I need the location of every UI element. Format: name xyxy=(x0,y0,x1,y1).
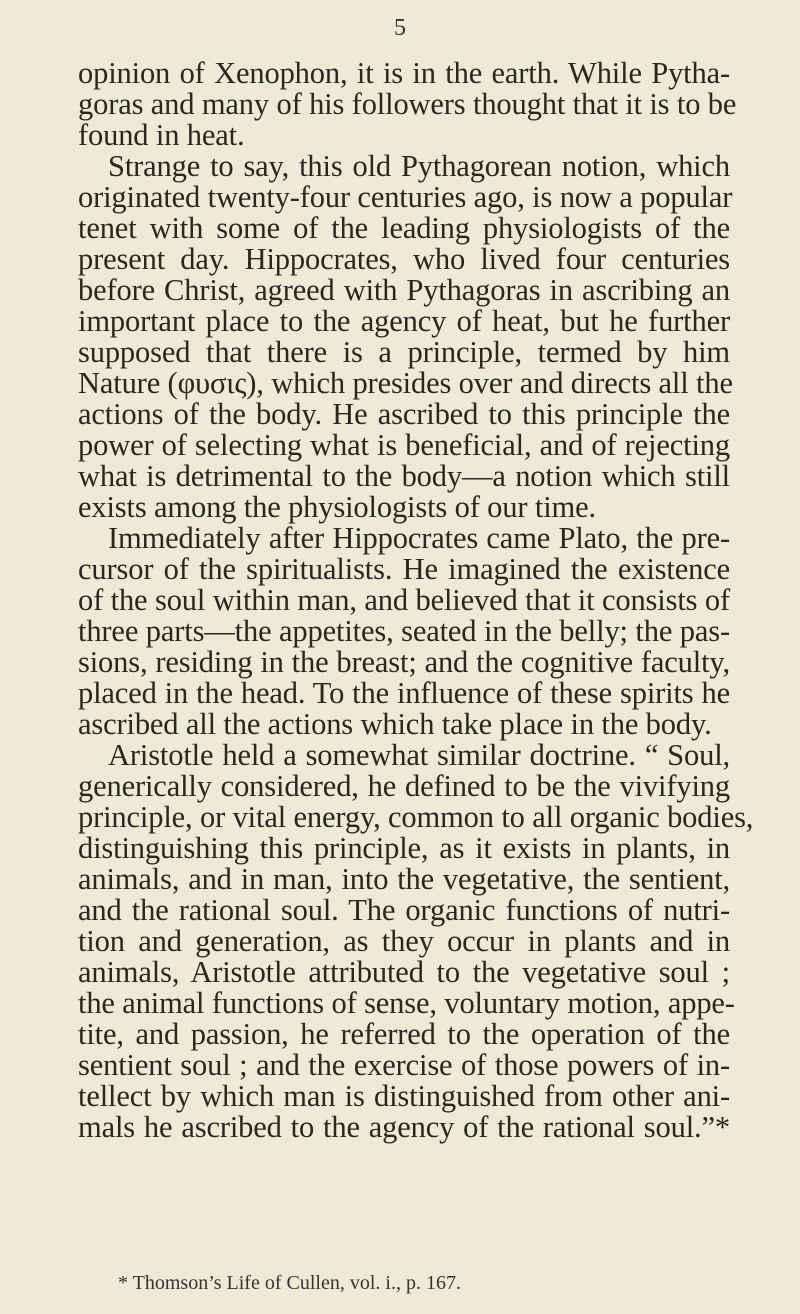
text-line: cursor of the spiritualists. He imagined the existence xyxy=(78,552,730,586)
footnote: * Thomson’s Life of Cullen, vol. i., p. 167. xyxy=(118,1272,461,1294)
text-line: distinguishing this principle, as it exists in plants, in xyxy=(78,831,730,865)
text-line: animals, Aristotle attributed to the vegetative soul ; xyxy=(78,955,730,989)
text-line: placed in the head. To the influence of these spirits he xyxy=(78,676,730,710)
text-line: tellect by which man is distinguished from other ani- xyxy=(78,1079,730,1113)
text-line: sions, residing in the breast; and the cognitive faculty, xyxy=(78,645,730,679)
text-line: originated twenty-four centuries ago, is now a popular xyxy=(78,180,733,214)
text-line: mals he ascribed to the agency of the rational soul.”* xyxy=(78,1110,730,1144)
page-number: 5 xyxy=(394,15,406,41)
text-line: tion and generation, as they occur in plants and in xyxy=(78,924,730,958)
text-line: power of selecting what is beneficial, and of rejecting xyxy=(78,428,730,462)
text-line: present day. Hippocrates, who lived four centuries xyxy=(78,242,730,276)
text-line: supposed that there is a principle, termed by him xyxy=(78,335,730,369)
text-line: opinion of Xenophon, it is in the earth. While Pytha- xyxy=(78,56,730,90)
text-line: generically considered, he defined to be the vivifying xyxy=(78,769,730,803)
text-line: Strange to say, this old Pythagorean notion, which xyxy=(108,149,730,183)
text-line: the animal functions of sense, voluntary motion, appe- xyxy=(78,986,735,1020)
text-line: three parts—the appetites, seated in the belly; the pas- xyxy=(78,614,730,648)
text-line: Nature (φυσις), which presides over and directs all the xyxy=(78,366,733,400)
text-line: exists among the physiologists of our time. xyxy=(78,490,596,524)
text-line: important place to the agency of heat, but he further xyxy=(78,304,730,338)
text-line: Aristotle held a somewhat similar doctrine. “ Soul, xyxy=(108,738,730,772)
text-line: of the soul within man, and believed that it consists of xyxy=(78,583,730,617)
text-line: and the rational soul. The organic functions of nutri- xyxy=(78,893,730,927)
text-line: ascribed all the actions which take place in the body. xyxy=(78,707,712,741)
text-line: found in heat. xyxy=(78,118,245,152)
text-line: actions of the body. He ascribed to this principle the xyxy=(78,397,730,431)
text-line: tenet with some of the leading physiologists of the xyxy=(78,211,730,245)
text-line: sentient soul ; and the exercise of those powers of in- xyxy=(78,1048,730,1082)
text-line: principle, or vital energy, common to all organic bodies, xyxy=(78,800,754,834)
text-line: before Christ, agreed with Pythagoras in ascribing an xyxy=(78,273,730,307)
text-line: animals, and in man, into the vegetative, the sentient, xyxy=(78,862,730,896)
text-line: tite, and passion, he referred to the operation of the xyxy=(78,1017,730,1051)
body-text xyxy=(78,56,754,1144)
text-line: Immediately after Hippocrates came Plato, the pre- xyxy=(108,521,730,555)
text-line: what is detrimental to the body—a notion which still xyxy=(78,459,730,493)
text-line: goras and many of his followers thought that it is to be xyxy=(78,87,737,121)
